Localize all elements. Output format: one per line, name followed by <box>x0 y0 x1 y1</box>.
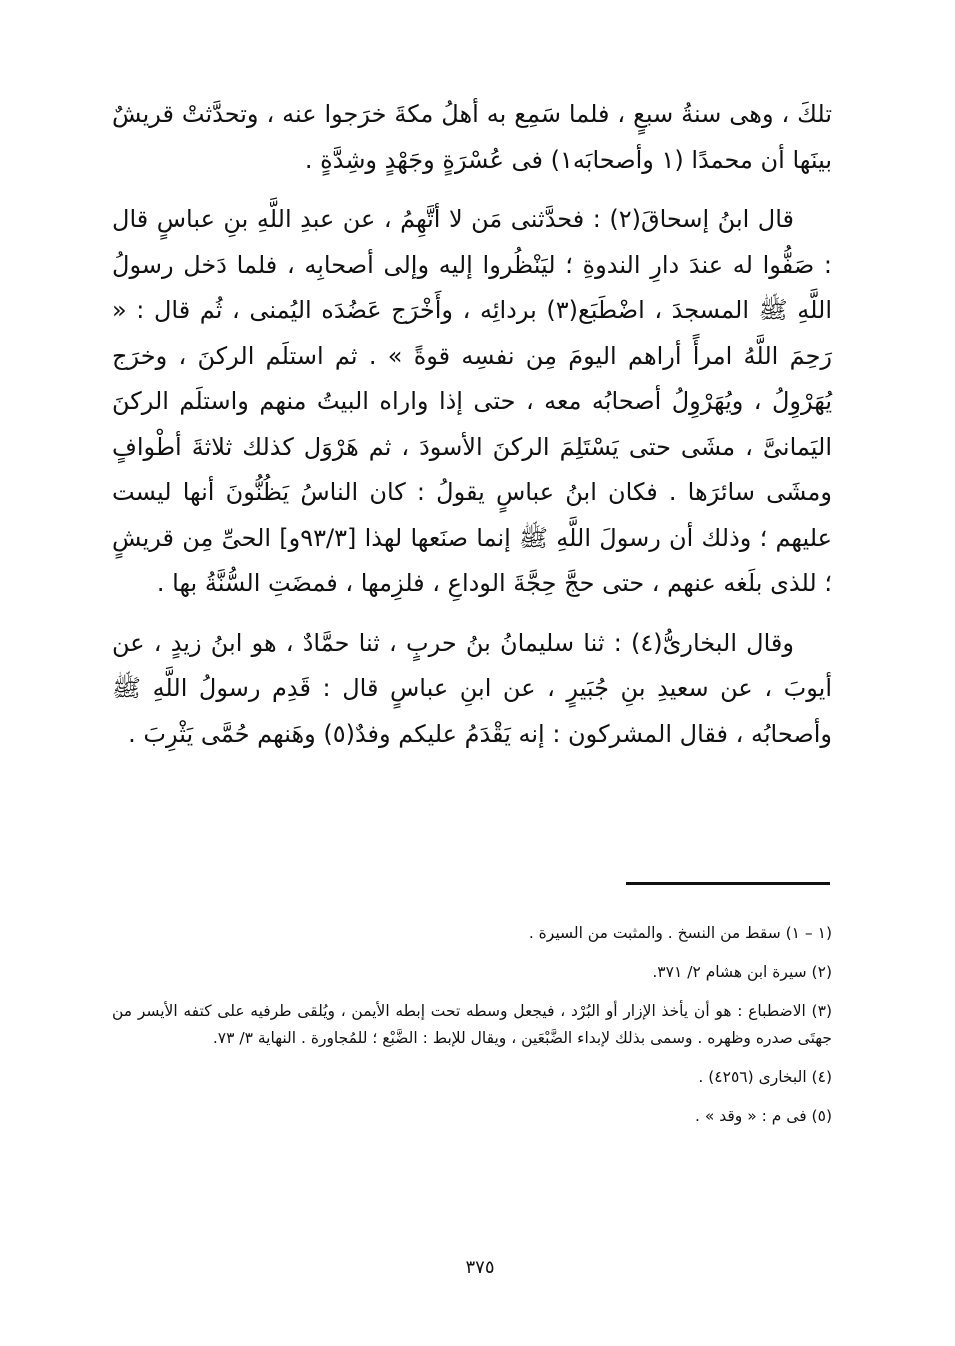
footnote-2: (٢) سيرة ابن هشام ٢/ ٣٧١. <box>652 963 832 981</box>
footnote-separator <box>626 882 830 885</box>
paragraph-2: قال ابنُ إسحاقَ(٢) : فحدَّثنى مَن لا أتَّهِمُ ، عن عبدِ اللَّهِ بنِ عباسٍ قال : صَفُّوا له عندَ دارِ الندوةِ ؛ ليَنْظُروا إليه وإلى أصحابِه ، فلما دَخل رسولُ اللَّهِ ﷺ المسجدَ ، اضْطَبَع(٣) بردائِه ، وأَخْرَج عَضُدَه اليُمنى ، ثُم قال : « رَحِمَ اللَّهُ امرأً أراهم اليومَ مِن نفسِه قوةً » . ثم استلَم الركنَ ، وخرَج يُهَرْوِلُ ، ويُهَرْوِلُ أصحابُه معه ، حتى إذا واراه البيتُ منهم واستلَم الركنَ اليَمانىَّ ، مشَى حتى يَسْتَلِمَ الركنَ الأسودَ ، ثم هَرْوَل كذلك ثلاثةَ أطْوافٍ ومشَى سائرَها . فكان ابنُ عباسٍ يقولُ : كان الناسُ يَظُنُّونَ أنها ليست عليهم ؛ وذلك أن رسولَ اللَّهِ ﷺ إنما صنَعها لهذا [٩٣/٣و] الحىِّ مِن قريشٍ ؛ للذى بلَغه عنهم ، حتى حجَّ حِجَّةَ الوداعِ ، فلزِمها ، فمضَتِ السُّنَّةُ بها . <box>112 205 832 597</box>
paragraph-1: تلكَ ، وهى سنةُ سبعٍ ، فلما سَمِع به أهلُ مكةَ خرَجوا عنه ، وتحدَّثتْ قريشٌ بينَها أن محمدًا (١ وأصحابَه١) فى عُسْرَةٍ وجَهْدٍ وشِدَّةٍ . <box>112 100 832 174</box>
footnote-3: (٣) الاضطباع : هو أن يأخذ الإزار أو البُرْد ، فيجعل وسطه تحت إبطه الأيمن ، ويُلقى طرفيه على كتفه الأيسر من جهتَى صدره وظهره . وسمى بذلك لإبداء الضَّبْعَين ، ويقال للإبط : الضَّبْع ؛ للمُجاورة . النهاية ٣/ ٧٣. <box>112 1002 832 1047</box>
footnote-1: (١ – ١) سقط من النسخ . والمثبت من السيرة . <box>528 924 832 942</box>
footnote-4: (٤) البخارى (٤٢٥٦) . <box>698 1068 832 1086</box>
paragraph-3: وقال البخارىُّ(٤) : ثنا سليمانُ بنُ حربٍ ، ثنا حمَّادٌ ، هو ابنُ زيدٍ ، عن أيوبَ ، عن سعيدِ بنِ جُبَيرٍ ، عن ابنِ عباسٍ قال : قَدِم رسولُ اللَّهِ ﷺ وأصحابُه ، فقال المشركون : إنه يَقْدَمُ عليكم وفدٌ(٥) وهَنهم حُمَّى يَثْرِبَ . <box>112 628 832 748</box>
footnotes <box>112 920 832 1142</box>
page-number: ٣٧٥ <box>465 1257 495 1278</box>
main-text <box>112 92 832 757</box>
footnote-5: (٥) فى م : « وقد » . <box>695 1107 832 1125</box>
